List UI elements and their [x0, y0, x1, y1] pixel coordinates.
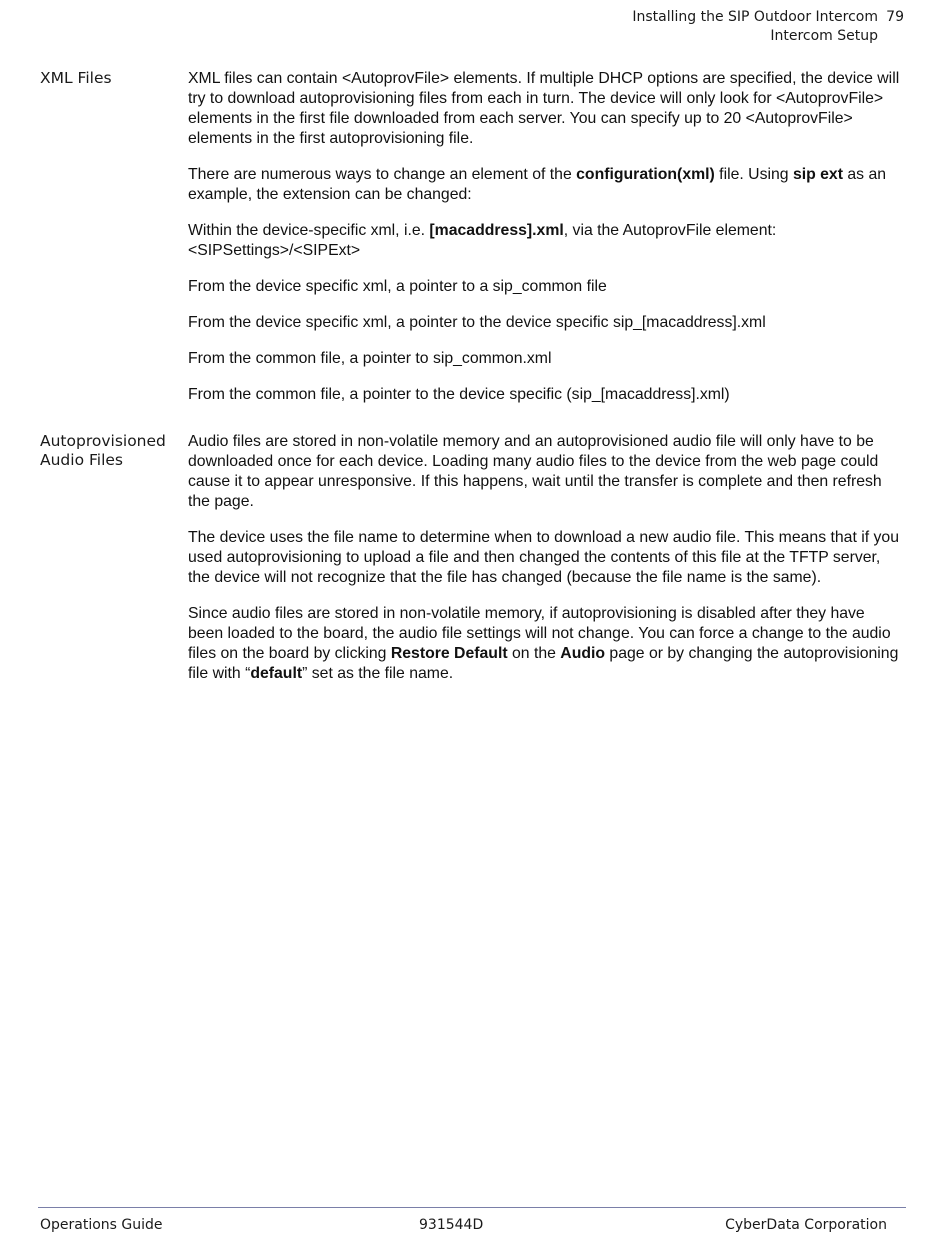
- bold-term: configuration(xml): [576, 166, 715, 183]
- chapter-title: Installing the SIP Outdoor Intercom: [632, 9, 878, 25]
- section-body: [188, 69, 904, 421]
- section-body: [188, 432, 904, 700]
- paragraph: From the common file, a pointer to sip_common.xml: [188, 350, 552, 367]
- paragraph: From the device specific xml, a pointer to the device specific sip_[macaddress].xml: [188, 314, 766, 331]
- paragraph: Within the device-specific xml, i.e. [macaddress].xml, via the AutoprovFile element:<SIPSettings>/<SIPExt>: [188, 222, 777, 259]
- header-line-1: [632, 8, 904, 27]
- bold-term: Audio: [560, 645, 606, 662]
- paragraph: From the device specific xml, a pointer to a sip_common file: [188, 278, 607, 295]
- footer-company: CyberData Corporation: [725, 1217, 887, 1233]
- side-heading-audio-files: Autoprovisioned Audio Files: [40, 432, 166, 469]
- bold-term: default: [250, 665, 303, 682]
- bold-term: [macaddress].xml: [429, 222, 564, 239]
- running-header: [632, 8, 904, 46]
- footer-guide-title: Operations Guide: [40, 1217, 163, 1233]
- paragraph: Audio files are stored in non-volatile memory and an autoprovisioned audio file will only have to be downloaded once for each device. Loading many audio files to the device from the web page could cause it to appear unresponsive. If this happens, wait until the transfer is complete and then refresh the page.: [188, 433, 882, 510]
- side-heading-xml-files: XML Files: [40, 69, 112, 87]
- paragraph: From the common file, a pointer to the device specific (sip_[macaddress].xml): [188, 386, 730, 403]
- footer-divider: [38, 1207, 906, 1208]
- paragraph: XML files can contain <AutoprovFile> elements. If multiple DHCP options are specified, the device will try to download autoprovisioning files from each in turn. The device will only look for <AutoprovFile> elements in the first file downloaded from each server. You can specify up to 20 <AutoprovFile> elements in the first autoprovisioning file.: [188, 70, 900, 147]
- paragraph: Since audio files are stored in non-volatile memory, if autoprovisioning is disabled after they have been loaded to the board, the audio file settings will not change. You can force a change to the audio files on the board by clicking Restore Default on the Audio page or by changing the autoprovisioning file with “default” set as the file name.: [188, 605, 899, 682]
- footer-document-number: 931544D: [419, 1217, 484, 1233]
- paragraph: There are numerous ways to change an element of the configuration(xml) file. Using sip ext as an example, the extension can be changed:: [188, 166, 887, 203]
- bold-term: sip ext: [792, 166, 843, 183]
- section-title: Intercom Setup: [770, 28, 878, 44]
- bold-term: Restore Default: [390, 645, 508, 662]
- paragraph: The device uses the file name to determine when to download a new audio file. This means that if you used autoprovisioning to upload a file and then changed the contents of this file at the TFTP server, the device will not recognize that the file has changed (because the file name is the same).: [188, 529, 899, 586]
- page-number: 79: [886, 9, 904, 25]
